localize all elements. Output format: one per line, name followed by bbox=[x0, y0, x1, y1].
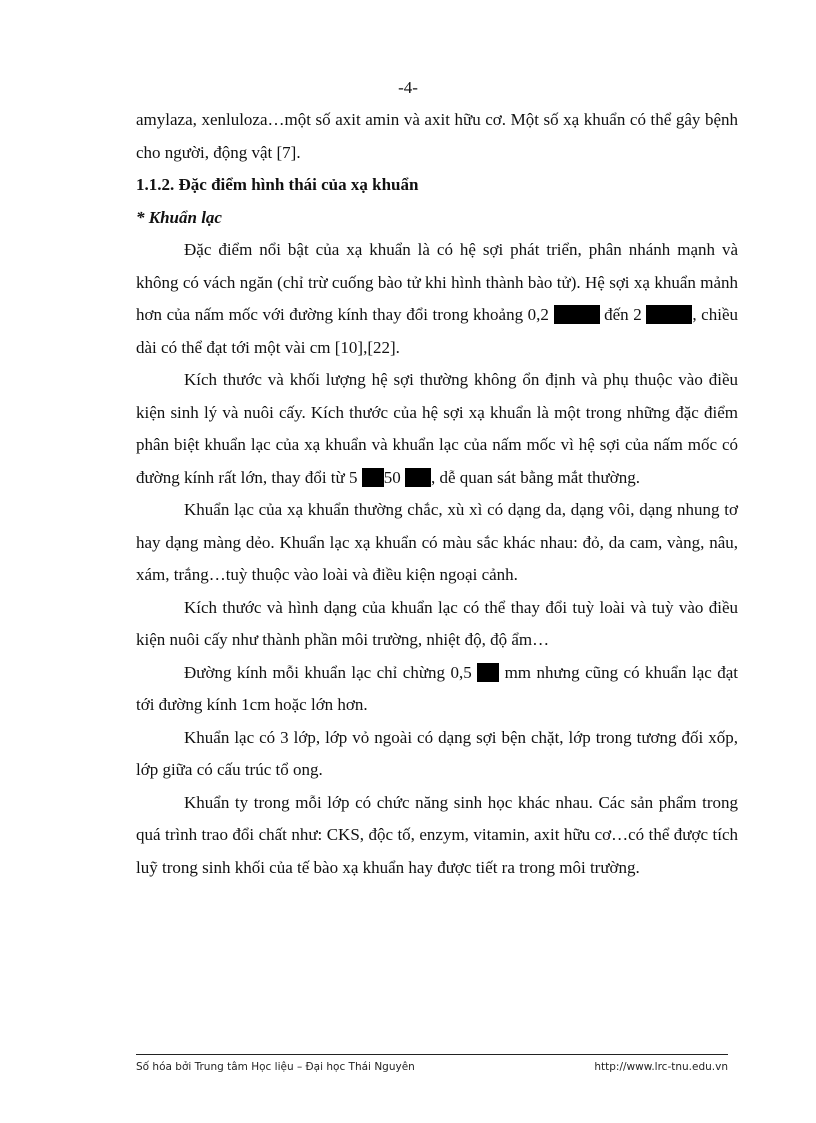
text-run: Kích thước và khối lượng hệ sợi thường không ổn định và phụ thuộc vào điều kiện sinh lý và nuôi cấy. Kích thước của hệ sợi xạ khuẩn là một trong những đặc điểm phân biệt khuẩn lạc của xạ khuẩn và khuẩn lạc của nấm mốc vì hệ sợi của nấm mốc có đường kính rất lớn, thay đổi từ 5 bbox=[136, 370, 738, 487]
text-run: Đường kính mỗi khuẩn lạc chỉ chừng 0,5 bbox=[184, 662, 472, 682]
paragraph-colony-shape: Kích thước và hình dạng của khuẩn lạc có thể thay đổi tuỳ loài và tuỳ vào điều kiện nuôi cấy như thành phần môi trường, nhiệt độ, độ ẩm… bbox=[136, 597, 738, 649]
text-run: , chiều dài có thể đạt tới một vài cm [10],[22]. bbox=[136, 305, 738, 357]
redaction-block bbox=[646, 305, 692, 324]
paragraph-size bbox=[136, 364, 738, 494]
redaction-block bbox=[554, 305, 600, 324]
redaction-block bbox=[362, 468, 384, 487]
page-number: -4- bbox=[398, 78, 418, 97]
paragraph-colony-layers: Khuẩn lạc có 3 lớp, lớp vỏ ngoài có dạng sợi bện chặt, lớp trong tương đối xốp, lớp giữa có cấu trúc tổ ong. bbox=[136, 727, 738, 779]
subsection-heading: * Khuẩn lạc bbox=[136, 207, 222, 227]
footer-url[interactable]: http://www.lrc-tnu.edu.vn bbox=[594, 1061, 728, 1073]
paragraph-colony-texture: Khuẩn lạc của xạ khuẩn thường chắc, xù xì có dạng da, dạng vôi, dạng nhung tơ hay dạng màng dẻo. Khuẩn lạc xạ khuẩn có màu sắc khác nhau: đỏ, da cam, vàng, nâu, xám, trắng…tuỳ thuộc vào loài và điều kiện ngoại cảnh. bbox=[136, 500, 738, 584]
text-run: 50 bbox=[383, 467, 401, 487]
paragraph-hyphae bbox=[136, 234, 738, 364]
paragraph-hyphae-function: Khuẩn ty trong mỗi lớp có chức năng sinh học khác nhau. Các sản phẩm trong quá trình trao đổi chất như: CKS, độc tố, enzym, vitamin, axit hữu cơ…có thể được tích luỹ trong sinh khối của tế bào xạ khuẩn hay được tiết ra trong môi trường. bbox=[136, 792, 738, 877]
text-run: mm nhưng cũng có khuẩn lạc đạt tới đường kính 1cm hoặc lớn hơn. bbox=[136, 662, 738, 714]
section-heading: 1.1.2. Đặc điểm hình thái của xạ khuẩn bbox=[136, 175, 419, 194]
footer-divider bbox=[136, 1054, 728, 1055]
text-run: , dễ quan sát bằng mắt thường. bbox=[431, 467, 640, 487]
redaction-block bbox=[405, 468, 431, 487]
document-body bbox=[136, 104, 738, 884]
text-run: Đặc điểm nổi bật của xạ khuẩn là có hệ sợi phát triển, phân nhánh mạnh và không có vách ngăn (chỉ trừ cuống bào tử khi hình thành bào tử). Hệ sợi xạ khuẩn mảnh hơn của nấm mốc với đường kính thay đổi trong khoảng 0,2 bbox=[136, 240, 738, 324]
text-run: đến 2 bbox=[604, 305, 642, 324]
paragraph-colony-diameter bbox=[136, 657, 738, 722]
paragraph-continuation: amylaza, xenluloza…một số axit amin và axit hữu cơ. Một số xạ khuẩn có thể gây bệnh cho người, động vật [7]. bbox=[136, 110, 738, 162]
redaction-block bbox=[477, 663, 499, 682]
footer-source: Số hóa bởi Trung tâm Học liệu – Đại học Thái Nguyên bbox=[136, 1061, 415, 1073]
